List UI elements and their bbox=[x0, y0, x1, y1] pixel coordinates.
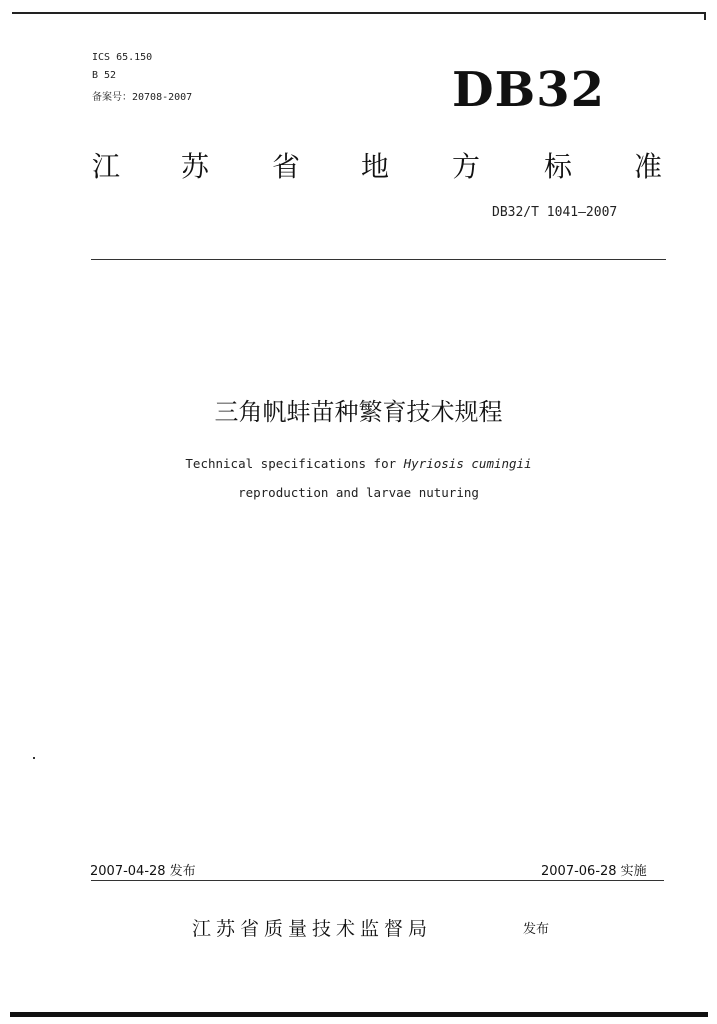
footer-divider bbox=[91, 880, 664, 881]
filing-number: 备案号：20708-2007 bbox=[92, 92, 193, 103]
english-title-line-1 bbox=[0, 456, 717, 471]
ccs-code: B 52 bbox=[92, 70, 117, 81]
standard-type-char: 省 bbox=[272, 150, 301, 183]
english-title-line-2: reproduction and larvae nuturing bbox=[238, 485, 479, 500]
header-divider bbox=[91, 259, 666, 260]
standard-number: DB32/T 1041—2007 bbox=[492, 205, 618, 220]
bottom-border-line bbox=[10, 1012, 708, 1017]
standard-type-char: 江 bbox=[92, 150, 121, 183]
standard-type-char: 苏 bbox=[181, 150, 210, 183]
scan-speck bbox=[33, 757, 35, 759]
implementation-date: 2007-06-28 实施 bbox=[541, 864, 647, 879]
standard-type-char: 标 bbox=[544, 150, 573, 183]
standard-code-mark: DB32 bbox=[452, 62, 605, 118]
issue-date: 2007-04-28 发布 bbox=[90, 864, 196, 879]
chinese-title: 三角帆蚌苗种繁育技术规程 bbox=[214, 398, 503, 426]
top-border-tick bbox=[704, 12, 706, 20]
issuing-authority: 江苏省质量技术监督局 bbox=[192, 918, 433, 940]
species-name: Hyriosis cumingii bbox=[403, 456, 532, 471]
ics-code: ICS 65.150 bbox=[92, 52, 153, 63]
top-border-line bbox=[12, 12, 706, 14]
english-title-prefix: Technical specifications for bbox=[185, 456, 404, 471]
issue-action: 发布 bbox=[523, 922, 550, 937]
standard-type-char: 准 bbox=[634, 150, 663, 183]
standard-type-char: 方 bbox=[452, 150, 481, 183]
standard-type-char: 地 bbox=[361, 150, 390, 183]
